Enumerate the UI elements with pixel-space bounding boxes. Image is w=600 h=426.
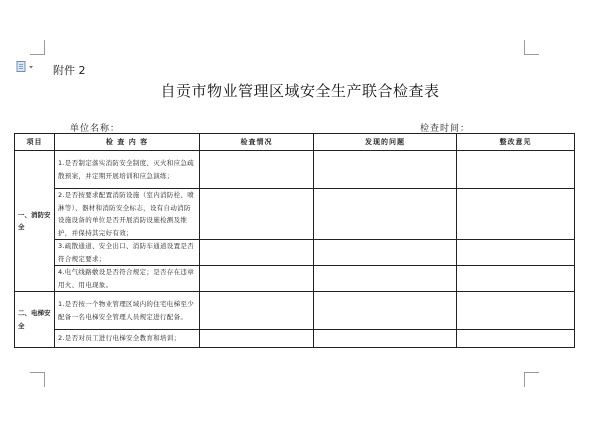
check-item-cell: 4.电气线路敷设是否符合规定；是否存在违章用火、用电现象。 bbox=[55, 266, 200, 292]
page-corner-mark bbox=[524, 40, 539, 55]
table-header-row bbox=[15, 134, 575, 151]
check-item-cell: 1.是否按一个物业管理区域内的住宅电梯至少配备一名电梯安全管理人员规定进行配备。 bbox=[55, 292, 200, 330]
status-cell[interactable] bbox=[200, 330, 314, 348]
rectification-cell[interactable] bbox=[457, 292, 575, 330]
table-row bbox=[15, 240, 575, 266]
status-cell[interactable] bbox=[200, 266, 314, 292]
unit-name-label: 单位名称： bbox=[70, 124, 121, 134]
page-corner-mark bbox=[524, 372, 539, 387]
paste-options-icon[interactable] bbox=[16, 61, 38, 73]
table-row bbox=[15, 266, 575, 292]
rectification-cell[interactable] bbox=[457, 330, 575, 348]
check-item-cell: 2.是否按要求配置消防设施（室内消防栓、喷淋等）、器材和消防安全标志，设有自动消防设施设备的单位是否开展消防设施检测及维护，并保持其完好有效； bbox=[55, 189, 200, 240]
check-item-cell: 2.是否对员工进行电梯安全教育和培训； bbox=[55, 330, 200, 348]
rectification-cell[interactable] bbox=[457, 189, 575, 240]
column-header-status: 检查情况 bbox=[200, 134, 314, 151]
category-label: 二、电梯安全 bbox=[18, 309, 51, 330]
problems-cell[interactable] bbox=[314, 189, 457, 240]
problems-cell[interactable] bbox=[314, 266, 457, 292]
problems-cell[interactable] bbox=[314, 330, 457, 348]
table-row bbox=[15, 330, 575, 348]
column-header-content: 检 查 内 容 bbox=[55, 134, 200, 151]
table-row bbox=[15, 189, 575, 240]
column-header-rectification: 整改意见 bbox=[457, 134, 575, 151]
check-time-label: 检查时间： bbox=[420, 124, 471, 134]
check-item-cell: 1.是否制定落实消防安全制度、灭火和应急疏散预案，并定期开展培训和应急演练； bbox=[55, 151, 200, 189]
status-cell[interactable] bbox=[200, 240, 314, 266]
rectification-cell[interactable] bbox=[457, 240, 575, 266]
category-label: 一、消防安全 bbox=[18, 210, 51, 231]
page-title: 自贡市物业管理区域安全生产联合检查表 bbox=[160, 82, 440, 100]
category-cell-fire-safety bbox=[15, 151, 55, 292]
problems-cell[interactable] bbox=[314, 292, 457, 330]
page-corner-mark bbox=[30, 372, 45, 387]
rectification-cell[interactable] bbox=[457, 266, 575, 292]
problems-cell[interactable] bbox=[314, 240, 457, 266]
status-cell[interactable] bbox=[200, 151, 314, 189]
check-item-cell: 3.疏散通道、安全出口、消防车通道设置是否符合规定要求； bbox=[55, 240, 200, 266]
attachment-label: 附件 2 bbox=[53, 64, 86, 77]
category-cell-elevator-safety bbox=[15, 292, 55, 348]
column-header-item: 项目 bbox=[15, 134, 55, 151]
status-cell[interactable] bbox=[200, 292, 314, 330]
column-header-problems: 发现的问题 bbox=[314, 134, 457, 151]
rectification-cell[interactable] bbox=[457, 151, 575, 189]
page-corner-mark bbox=[30, 40, 45, 55]
problems-cell[interactable] bbox=[314, 151, 457, 189]
inspection-table bbox=[14, 133, 575, 348]
table-row bbox=[15, 151, 575, 189]
table-row bbox=[15, 292, 575, 330]
status-cell[interactable] bbox=[200, 189, 314, 240]
